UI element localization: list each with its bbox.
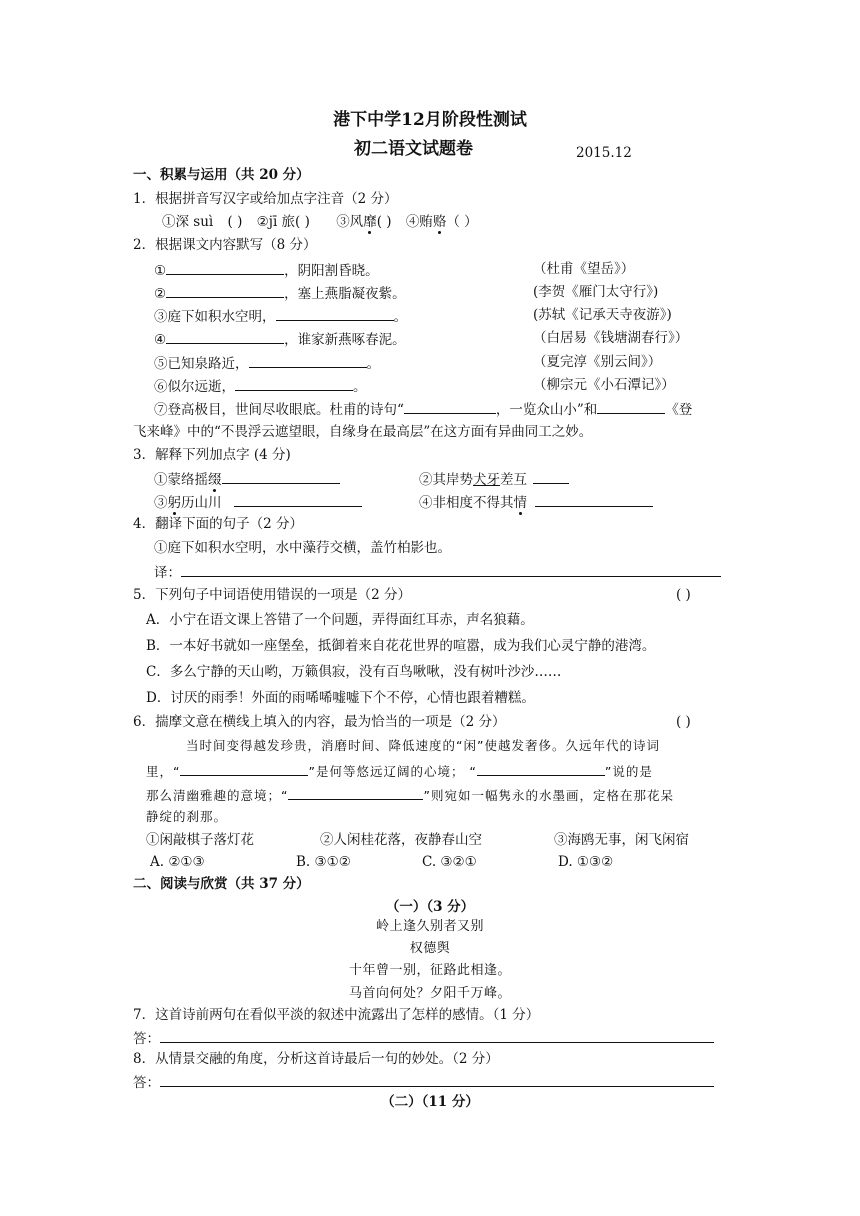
q1-items (162, 212, 478, 232)
poem-title: 岭上逢久别者又别 (375, 919, 484, 934)
q6-passage-2 (146, 760, 653, 782)
q1-a: ①深 suì (162, 214, 214, 230)
blank[interactable] (597, 398, 665, 414)
q3-a-text: ①蒙络摇 (154, 472, 208, 488)
q7-answer (133, 1027, 714, 1049)
exam-date: 2015.12 (576, 145, 632, 161)
poem-author: 权德舆 (409, 941, 451, 956)
q3-b-end: 差互 (500, 472, 527, 488)
q3-a-dot: 缀 (208, 472, 222, 488)
q2-3-source: (苏轼《记承天寺夜游》) (533, 307, 672, 323)
section-2-heading: 二、阅读与欣赏（共 37 分） (133, 876, 310, 892)
q2-3-text: ③庭下如积水空明， (154, 309, 276, 325)
q3-d-text: ④非相度不得其 (419, 495, 514, 511)
q2-4-source: （白居易《钱塘湖春行》） (533, 330, 689, 346)
q6-option-a: A. ②①③ (150, 854, 205, 870)
blank[interactable] (533, 468, 569, 484)
q2-7-text-c: 《登 (665, 402, 693, 418)
q5-stem: 5．下列句子中词语使用错误的一项是（2 分） (133, 587, 411, 603)
q6-option-d: D. ①③② (558, 854, 614, 870)
q2-1-num: ① (154, 263, 167, 279)
blank[interactable] (180, 760, 308, 776)
answer-line[interactable] (181, 561, 721, 577)
q3-c-num: ③ (154, 495, 168, 511)
q6-passage-4: 静绽的刹那。 (146, 809, 228, 824)
q1-b: ②jī 旅( (256, 214, 301, 230)
blank[interactable] (235, 375, 353, 391)
q2-7-text-a: ⑦登高极目，世间尽收眼底。杜甫的诗句“ (154, 402, 404, 418)
q3-stem: 3．解释下列加点字 (4 分) (133, 447, 291, 463)
answer-line[interactable] (160, 1071, 714, 1087)
q2-7-line-2: 飞来峰》中的“不畏浮云遮望眼，自缘身在最高层”在这方面有异曲同工之妙。 (133, 424, 593, 440)
blank[interactable] (166, 259, 284, 275)
q2-5-text: ⑤已知泉路近， (154, 356, 249, 372)
q6-p2-a: 里，“ (146, 764, 181, 779)
q3-item-a (154, 468, 340, 490)
q8-stem: 8．从情景交融的角度，分析这首诗最后一句的妙处。（2 分） (133, 1051, 499, 1067)
q2-2-source: (李贺《雁门太守行》) (533, 284, 659, 300)
q3-item-d (419, 491, 653, 513)
q2-5-source: （夏完淳《别云间》） (533, 354, 662, 370)
poem-line-1: 十年曾一别，征路此相逢。 (348, 963, 511, 978)
q6-p3-a: 那么清幽雅趣的意境；“ (146, 788, 289, 803)
blank[interactable] (276, 305, 394, 321)
q5-option-d: D．讨厌的雨季！外面的雨唏唏嘘嘘下个不停，心情也跟着糟糕。 (146, 690, 535, 706)
q3-b-underlined: 犬牙 (473, 472, 500, 488)
q1-stem: 1．根据拼音写汉字或给加点字注音（2 分） (133, 191, 398, 207)
q2-item-3 (154, 305, 407, 327)
q2-item-1 (154, 259, 379, 281)
part-2-label: （二）（11 分） (381, 1094, 479, 1110)
q4-sentence: ①庭下如积水空明，水中藻荇交横，盖竹柏影也。 (154, 540, 451, 556)
exam-title: 港下中学12月阶段性测试 (333, 110, 527, 130)
blank[interactable] (404, 398, 496, 414)
q7-answer-label: 答： (133, 1031, 160, 1047)
q6-passage-3 (146, 784, 674, 806)
q6-choice-3: ③海鸥无事，闲飞闲宿 (554, 832, 689, 848)
q2-5-end: 。 (366, 356, 380, 372)
q1-c: ③风 (336, 214, 364, 230)
blank[interactable] (249, 352, 367, 368)
exam-subtitle: 初二语文试题卷 (354, 139, 473, 159)
q1-d-dot: 赂 (432, 214, 447, 230)
q2-item-4 (154, 328, 406, 350)
q3-d-dot: 情 (513, 495, 527, 511)
q3-c-text: 历山川 (181, 495, 222, 511)
q2-4-text: ，谁家新燕啄春泥。 (284, 332, 406, 348)
q2-2-num: ② (154, 286, 167, 302)
q1-b-paren: ) (300, 214, 310, 230)
q2-item-6 (154, 375, 367, 397)
q2-item-5 (154, 352, 380, 374)
q4-stem: 4．翻译下面的句子（2 分） (133, 516, 303, 532)
q6-choice-2: ②人闲桂花落，夜静春山空 (320, 832, 482, 848)
q3-c-dot: 躬 (167, 495, 181, 511)
q3-item-b (419, 468, 569, 490)
q6-p3-b: ”则宛如一幅隽永的水墨画，定格在那花呆 (423, 788, 674, 803)
q6-answer-paren[interactable]: ( ) (676, 714, 691, 730)
q2-6-text: ⑥似尔远逝， (154, 379, 235, 395)
q2-6-source: （柳宗元《小石潭记》） (533, 377, 675, 393)
q1-d-paren: （ ） (446, 214, 478, 230)
q6-stem: 6．揣摩文意在横线上填入的内容，最为恰当的一项是（2 分） (133, 714, 506, 730)
q2-item-2 (154, 282, 406, 304)
answer-line[interactable] (160, 1027, 714, 1043)
q4-answer (154, 561, 721, 583)
q5-option-c: C．多么宁静的天山哟，万籁俱寂，没有百鸟啾啾，没有树叶沙沙…… (146, 664, 562, 680)
q2-7-text-b: ，一览众山小”和 (495, 402, 598, 418)
q5-answer-paren[interactable]: ( ) (676, 587, 691, 603)
part-1-label: （一）（3 分） (385, 899, 475, 915)
q1-c-dot: 靡 (363, 214, 377, 230)
q6-option-b: B. ③①② (296, 854, 351, 870)
q2-2-text: ，塞上燕脂凝夜紫。 (284, 286, 406, 302)
q7-stem: 7．这首诗前两句在看似平淡的叙述中流露出了怎样的感情。（1 分） (133, 1007, 540, 1023)
q2-3-end: 。 (393, 309, 407, 325)
q8-answer-label: 答： (133, 1075, 160, 1091)
blank[interactable] (166, 282, 284, 298)
blank[interactable] (222, 468, 340, 484)
q2-6-end: 。 (353, 379, 367, 395)
section-1-heading: 一、积累与运用（共 20 分） (133, 167, 310, 183)
q3-b-text: ②其岸势 (419, 472, 473, 488)
q2-stem: 2．根据课文内容默写（8 分） (133, 237, 317, 253)
q6-passage-1: 当时间变得越发珍贵，消磨时间、降低速度的“闲”使越发奢侈。久远年代的诗词 (186, 738, 660, 753)
q5-option-b: B．一本好书就如一座堡垒，抵御着来自花花世界的喧嚣，成为我们心灵宁静的港湾。 (146, 638, 656, 654)
q1-d: ④贿 (405, 214, 433, 230)
q6-choice-1: ①闲敲棋子落灯花 (146, 832, 254, 848)
q8-answer (133, 1071, 714, 1093)
q5-option-a: A．小宁在语文课上答错了一个问题，弄得面红耳赤，声名狼藉。 (146, 612, 534, 628)
q2-item-7 (154, 398, 692, 420)
blank[interactable] (535, 491, 653, 507)
blank[interactable] (288, 784, 423, 800)
q2-1-source: （杜甫《望岳》） (533, 261, 635, 277)
q3-item-c (154, 491, 362, 513)
q6-p2-b: ”是何等悠远辽阔的心境； “ (308, 764, 477, 779)
q1-a-paren: ( ) (227, 214, 243, 230)
poem-line-2: 马首向何处？夕阳千万峰。 (348, 986, 511, 1001)
q2-4-num: ④ (154, 332, 167, 348)
q6-p2-c: ”说的是 (604, 764, 653, 779)
q6-option-c: C. ③②① (422, 854, 477, 870)
q2-1-text: ，阴阳割昏晓。 (284, 263, 379, 279)
blank[interactable] (166, 328, 284, 344)
blank[interactable] (234, 491, 362, 507)
blank[interactable] (477, 760, 605, 776)
q1-c-paren: ( ) (376, 214, 392, 230)
q4-answer-label: 译： (154, 565, 181, 581)
